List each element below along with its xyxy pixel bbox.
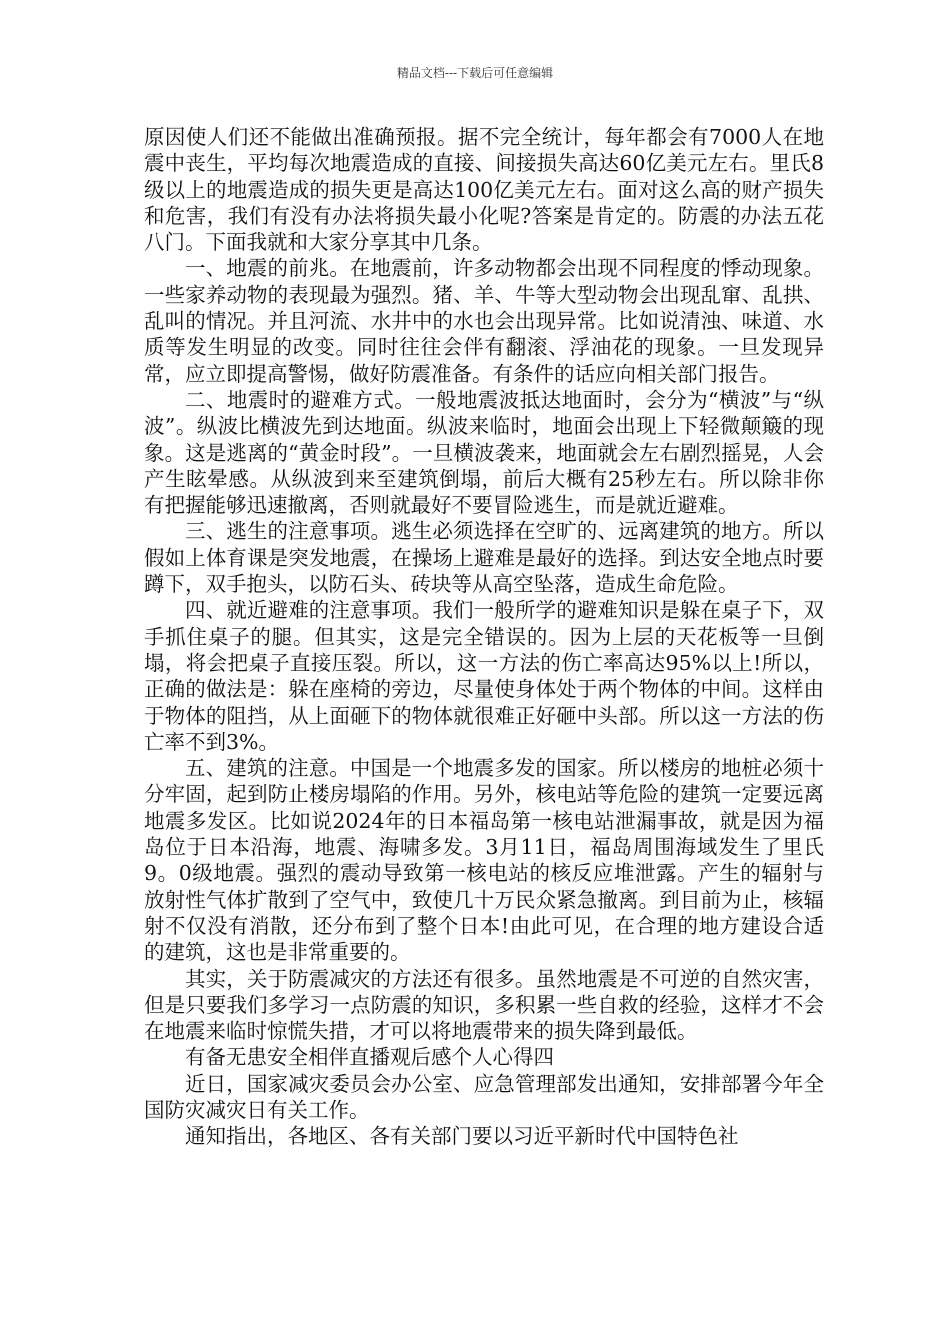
paragraph-escape-notes: 三、逃生的注意事项。逃生必须选择在空旷的、远离建筑的地方。所以假如上体育课是突发地震，在操场上避难是最好的选择。到达安全地点时要蹲下，双手抱头，以防石头、砖块等从高空坠落，造成生命危险。 — [144, 519, 824, 597]
paragraph-notice-detail: 通知指出，各地区、各有关部门要以习近平新时代中国特色社 — [185, 1124, 739, 1149]
paragraph-building-notes: 五、建筑的注意。中国是一个地震多发的国家。所以楼房的地桩必须十分牢固，起到防止楼房塌陷的作用。另外，核电站等危险的建筑一定要远离地震多发区。比如说2024年的日本福岛第一核电站泄漏事故，就是因为福岛位于日本沿海，地震、海啸多发。3月11日，福岛周围海域发生了里氏9。0级地震。强烈的震动导致第一核电站的核反应堆泄露。产生的辐射与放射性气体扩散到了空气中，致使几十万民众紧急撤离。到目前为止，核辐射不仅没有消散，还分布到了整个日本!由此可见，在合理的地方建设合适的建筑，这也是非常重要的。 — [144, 756, 824, 965]
document-body — [144, 124, 824, 1150]
paragraph-earthquake-precursors: 一、地震的前兆。在地震前，许多动物都会出现不同程度的悸动现象。一些家养动物的表现最为强烈。猪、羊、牛等大型动物会出现乱窜、乱拱、乱叫的情况。并且河流、水井中的水也会出现异常。比如说清浊、味道、水质等发生明显的改变。同时往往会伴有翻滚、浮油花的现象。一旦发现异常，应立即提高警惕，做好防震准备。有条件的话应向相关部门报告。 — [144, 256, 824, 386]
paragraph-conclusion: 其实，关于防震减灾的方法还有很多。虽然地震是不可逆的自然灾害，但是只要我们多学习一点防震的知识，多积累一些自救的经验，这样才不会在地震来临时惊慌失措，才可以将地震带来的损失降到最低。 — [144, 966, 824, 1044]
paragraph-notice: 近日，国家减灾委员会办公室、应急管理部发出通知，安排部署今年全国防灾减灾日有关工作。 — [144, 1071, 824, 1122]
paragraph-intro: 原因使人们还不能做出准确预报。据不完全统计，每年都会有7000人在地震中丧生，平均每次地震造成的直接、间接损失高达60亿美元左右。里氏8级以上的地震造成的损失更是高达100亿美元左右。面对这么高的财产损失和危害，我们有没有办法将损失最小化呢?答案是肯定的。防震的办法五花八门。下面我就和大家分享其中几条。 — [144, 125, 824, 255]
section-title: 有备无患安全相伴直播观后感个人心得四 — [185, 1045, 554, 1070]
page-header: 精品文档---下载后可任意编辑 — [396, 66, 554, 80]
paragraph-shelter-methods: 二、地震时的避难方式。一般地震波抵达地面时，会分为“横波”与“纵波”。纵波比横波先到达地面。纵波来临时，地面会出现上下轻微颠簸的现象。这是逃离的“黄金时段”。一旦横波袭来，地面就会左右剧烈摇晃，人会产生眩晕感。从纵波到来至建筑倒塌，前后大概有25秒左右。所以除非你有把握能够迅速撤离，否则就最好不要冒险逃生，而是就近避难。 — [144, 387, 824, 518]
paragraph-nearby-shelter: 四、就近避难的注意事项。我们一般所学的避难知识是躲在桌子下，双手抓住桌子的腿。但其实，这是完全错误的。因为上层的天花板等一旦倒塌，将会把桌子直接压裂。所以，这一方法的伤亡率高达95%以上!所以，正确的做法是：躲在座椅的旁边，尽量使身体处于两个物体的中间。这样由于物体的阻挡，从上面砸下的物体就很难正好砸中头部。所以这一方法的伤亡率不到3%。 — [144, 598, 824, 754]
